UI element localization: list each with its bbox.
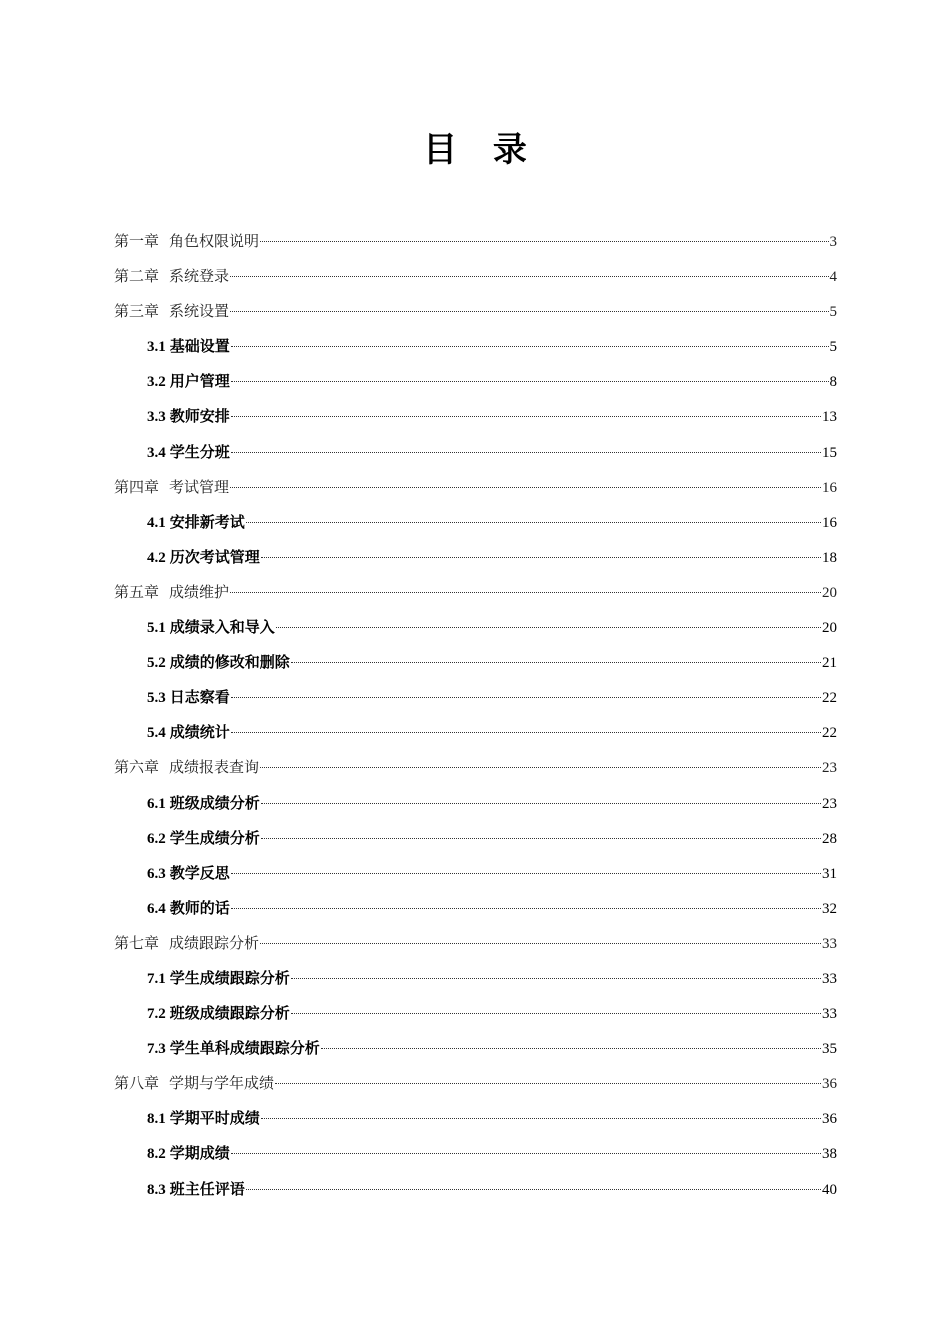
toc-entry-number: 5.1 xyxy=(147,620,166,637)
toc-leader-dots xyxy=(230,592,821,593)
toc-leader-dots xyxy=(291,978,821,979)
toc-entry-text: 班主任评语 xyxy=(169,1181,245,1198)
toc-entry-number: 7.2 xyxy=(147,1006,166,1023)
toc-page-number: 3 xyxy=(829,234,837,250)
toc-leader-dots xyxy=(231,416,821,417)
toc-entry-label xyxy=(114,471,229,506)
toc-entry-text: 成绩跟踪分析 xyxy=(169,935,260,952)
toc-entry-text: 学期成绩 xyxy=(169,1146,230,1163)
toc-entry-section[interactable] xyxy=(114,541,837,576)
toc-leader-dots xyxy=(230,276,828,277)
toc-entry-label xyxy=(147,1173,245,1208)
toc-leader-dots xyxy=(291,1013,821,1014)
toc-entry-text: 学期平时成绩 xyxy=(169,1111,260,1128)
toc-leader-dots xyxy=(246,522,821,523)
toc-page-number: 35 xyxy=(822,1041,837,1058)
toc-entry-section[interactable] xyxy=(114,330,837,365)
toc-leader-dots xyxy=(276,627,821,628)
toc-leader-dots xyxy=(260,943,821,944)
toc-entry-number: 6.2 xyxy=(147,830,166,847)
toc-entry-label xyxy=(147,1102,260,1137)
toc-entry-number: 8.1 xyxy=(147,1111,166,1128)
toc-entry-text: 用户管理 xyxy=(169,374,230,391)
toc-entry-section[interactable] xyxy=(114,1173,837,1208)
toc-entry-text: 成绩维护 xyxy=(169,584,230,601)
toc-entry-section[interactable] xyxy=(114,681,837,716)
toc-entry-chapter[interactable] xyxy=(114,751,837,786)
toc-entry-number: 6.4 xyxy=(147,900,166,917)
toc-page-number: 4 xyxy=(829,269,837,286)
toc-entry-number: 4.2 xyxy=(147,549,166,566)
toc-entry-text: 学生分班 xyxy=(169,444,230,461)
toc-entry-section[interactable] xyxy=(114,892,837,927)
toc-entry-label xyxy=(114,225,259,260)
toc-entry-number: 3.1 xyxy=(147,339,166,356)
toc-entry-label xyxy=(147,506,245,541)
toc-entry-label xyxy=(147,857,230,892)
toc-entry-text: 成绩录入和导入 xyxy=(169,620,275,637)
toc-entry-number: 8.3 xyxy=(147,1181,166,1198)
toc-page-number: 8 xyxy=(829,374,837,391)
toc-entry-section[interactable] xyxy=(114,1137,837,1172)
toc-leader-dots xyxy=(261,557,821,558)
toc-entry-label xyxy=(114,927,259,962)
toc-leader-dots xyxy=(321,1048,821,1049)
toc-entry-text: 系统设置 xyxy=(169,304,230,321)
toc-entry-number: 第五章 xyxy=(114,584,160,601)
toc-entry-number: 7.3 xyxy=(147,1041,166,1058)
toc-entry-label xyxy=(147,962,290,997)
toc-entry-number: 第八章 xyxy=(114,1076,160,1093)
toc-page-number: 16 xyxy=(822,479,837,496)
toc-entry-text: 历次考试管理 xyxy=(169,549,260,566)
toc-entry-label xyxy=(147,716,230,751)
toc-page-number: 5 xyxy=(829,339,837,356)
toc-page-number: 21 xyxy=(822,655,837,672)
toc-page-number: 5 xyxy=(829,304,837,321)
toc-entry-number: 第二章 xyxy=(114,269,160,286)
toc-entry-label xyxy=(147,400,230,435)
toc-leader-dots xyxy=(231,873,821,874)
toc-page-number: 13 xyxy=(822,409,837,426)
toc-entry-chapter[interactable] xyxy=(114,225,837,260)
toc-leader-dots xyxy=(231,697,821,698)
toc-entry-text: 学生单科成绩跟踪分析 xyxy=(169,1041,320,1058)
toc-page-number: 16 xyxy=(822,514,837,531)
page-title: 目 录 xyxy=(423,130,539,170)
toc-entry-chapter[interactable] xyxy=(114,471,837,506)
toc-entry-number: 第一章 xyxy=(114,234,160,250)
toc-entry-text: 教师的话 xyxy=(169,900,230,917)
toc-entry-chapter[interactable] xyxy=(114,1067,837,1102)
toc-leader-dots xyxy=(246,1189,821,1190)
toc-entry-chapter[interactable] xyxy=(114,927,837,962)
toc-entry-number: 5.4 xyxy=(147,725,166,742)
toc-leader-dots xyxy=(231,452,821,453)
toc-page-number: 22 xyxy=(822,690,837,707)
toc-leader-dots xyxy=(275,1083,821,1084)
toc-page-number: 23 xyxy=(822,760,837,777)
toc-entry-text: 成绩统计 xyxy=(169,725,230,742)
toc-entry-text: 安排新考试 xyxy=(169,514,245,531)
toc-page-number: 36 xyxy=(822,1076,837,1093)
toc-entry-label xyxy=(147,822,260,857)
toc-page-number: 23 xyxy=(822,795,837,812)
toc-entry-section[interactable] xyxy=(114,611,837,646)
toc-entry-text: 基础设置 xyxy=(169,339,230,356)
toc-leader-dots xyxy=(291,662,821,663)
toc-leader-dots xyxy=(260,767,821,768)
toc-leader-dots xyxy=(231,1153,821,1154)
toc-entry-number: 3.3 xyxy=(147,409,166,426)
toc-page-number: 33 xyxy=(822,1006,837,1023)
toc-entry-text: 学生成绩分析 xyxy=(169,830,260,847)
toc-leader-dots xyxy=(260,241,828,242)
toc-entry-text: 日志察看 xyxy=(169,690,230,707)
toc-entry-number: 第三章 xyxy=(114,304,160,321)
toc-entry-section[interactable] xyxy=(114,857,837,892)
toc-entry-number: 5.3 xyxy=(147,690,166,707)
toc-entry-number: 第七章 xyxy=(114,935,160,952)
toc-entry-section[interactable] xyxy=(114,646,837,681)
toc-entry-section[interactable] xyxy=(114,400,837,435)
toc-entry-chapter[interactable] xyxy=(114,260,837,295)
toc-leader-dots xyxy=(231,732,821,733)
toc-entry-label xyxy=(114,751,259,786)
toc-entry-chapter[interactable] xyxy=(114,295,837,330)
toc-leader-dots xyxy=(230,311,828,312)
toc-entry-label xyxy=(114,576,229,611)
toc-entry-label xyxy=(147,892,230,927)
toc-entry-section[interactable] xyxy=(114,822,837,857)
toc-entry-number: 第六章 xyxy=(114,760,160,777)
toc-entry-label xyxy=(147,646,290,681)
toc-page-number: 20 xyxy=(822,620,837,637)
toc-entry-number: 8.2 xyxy=(147,1146,166,1163)
toc-entry-label xyxy=(114,260,229,295)
toc-page-number: 32 xyxy=(822,900,837,917)
toc-entry-label xyxy=(147,436,230,471)
toc-entry-section[interactable] xyxy=(114,436,837,471)
toc-entry-label xyxy=(147,997,290,1032)
toc-leader-dots xyxy=(231,381,829,382)
toc-entry-label xyxy=(114,295,229,330)
toc-page-number: 20 xyxy=(822,584,837,601)
toc-leader-dots xyxy=(230,487,821,488)
toc-entry-text: 班级成绩分析 xyxy=(169,795,260,812)
toc-page-number: 38 xyxy=(822,1146,837,1163)
toc-entry-number: 3.2 xyxy=(147,374,166,391)
toc-page-number: 33 xyxy=(822,935,837,952)
toc-entry-number: 6.1 xyxy=(147,795,166,812)
toc-entry-text: 教师安排 xyxy=(169,409,230,426)
toc-entry-label xyxy=(147,330,230,365)
toc-entry-chapter[interactable] xyxy=(114,576,837,611)
toc-entry-section[interactable] xyxy=(114,962,837,997)
toc-page-number: 15 xyxy=(822,444,837,461)
toc-entry-label xyxy=(147,365,230,400)
toc-entry-section[interactable] xyxy=(114,1102,837,1137)
toc-entry-label xyxy=(147,541,260,576)
toc-entry-section[interactable] xyxy=(114,997,837,1032)
toc-leader-dots xyxy=(261,1118,821,1119)
toc-page-number: 28 xyxy=(822,830,837,847)
toc-entry-section[interactable] xyxy=(114,506,837,541)
toc-entry-text: 学生成绩跟踪分析 xyxy=(169,970,290,987)
toc-entry-number: 第四章 xyxy=(114,479,160,496)
toc-page-number: 40 xyxy=(822,1181,837,1198)
toc-leader-dots xyxy=(231,346,829,347)
toc-entry-label xyxy=(147,1032,320,1067)
toc-entry-section[interactable] xyxy=(114,716,837,751)
toc-page-number: 18 xyxy=(822,549,837,566)
toc-entry-label xyxy=(147,787,260,822)
toc-leader-dots xyxy=(261,838,821,839)
toc-entry-text: 成绩的修改和删除 xyxy=(169,655,290,672)
toc-entry-text: 成绩报表查询 xyxy=(169,760,260,777)
toc-entry-text: 教学反思 xyxy=(169,865,230,882)
toc-entry-number: 5.2 xyxy=(147,655,166,672)
toc-entry-label xyxy=(147,1137,230,1172)
toc-entry-text: 系统登录 xyxy=(169,269,230,286)
toc-page-number: 31 xyxy=(822,865,837,882)
toc-entry-label xyxy=(147,681,230,716)
toc-page-number: 22 xyxy=(822,725,837,742)
toc-entry-label xyxy=(114,1067,274,1102)
toc-entry-number: 4.1 xyxy=(147,514,166,531)
toc-entry-section[interactable] xyxy=(114,1032,837,1067)
toc-entry-number: 6.3 xyxy=(147,865,166,882)
toc-entry-label xyxy=(147,611,275,646)
toc-entry-text: 班级成绩跟踪分析 xyxy=(169,1006,290,1023)
toc-leader-dots xyxy=(261,803,821,804)
toc-entry-number: 3.4 xyxy=(147,444,166,461)
table-of-contents xyxy=(114,225,837,1208)
toc-entry-text: 学期与学年成绩 xyxy=(169,1076,275,1093)
toc-page-number: 36 xyxy=(822,1111,837,1128)
toc-entry-section[interactable] xyxy=(114,787,837,822)
toc-entry-text: 角色权限说明 xyxy=(169,234,260,250)
toc-entry-section[interactable] xyxy=(114,365,837,400)
toc-page-number: 33 xyxy=(822,970,837,987)
toc-entry-text: 考试管理 xyxy=(169,479,230,496)
toc-entry-number: 7.1 xyxy=(147,970,166,987)
toc-leader-dots xyxy=(231,908,821,909)
